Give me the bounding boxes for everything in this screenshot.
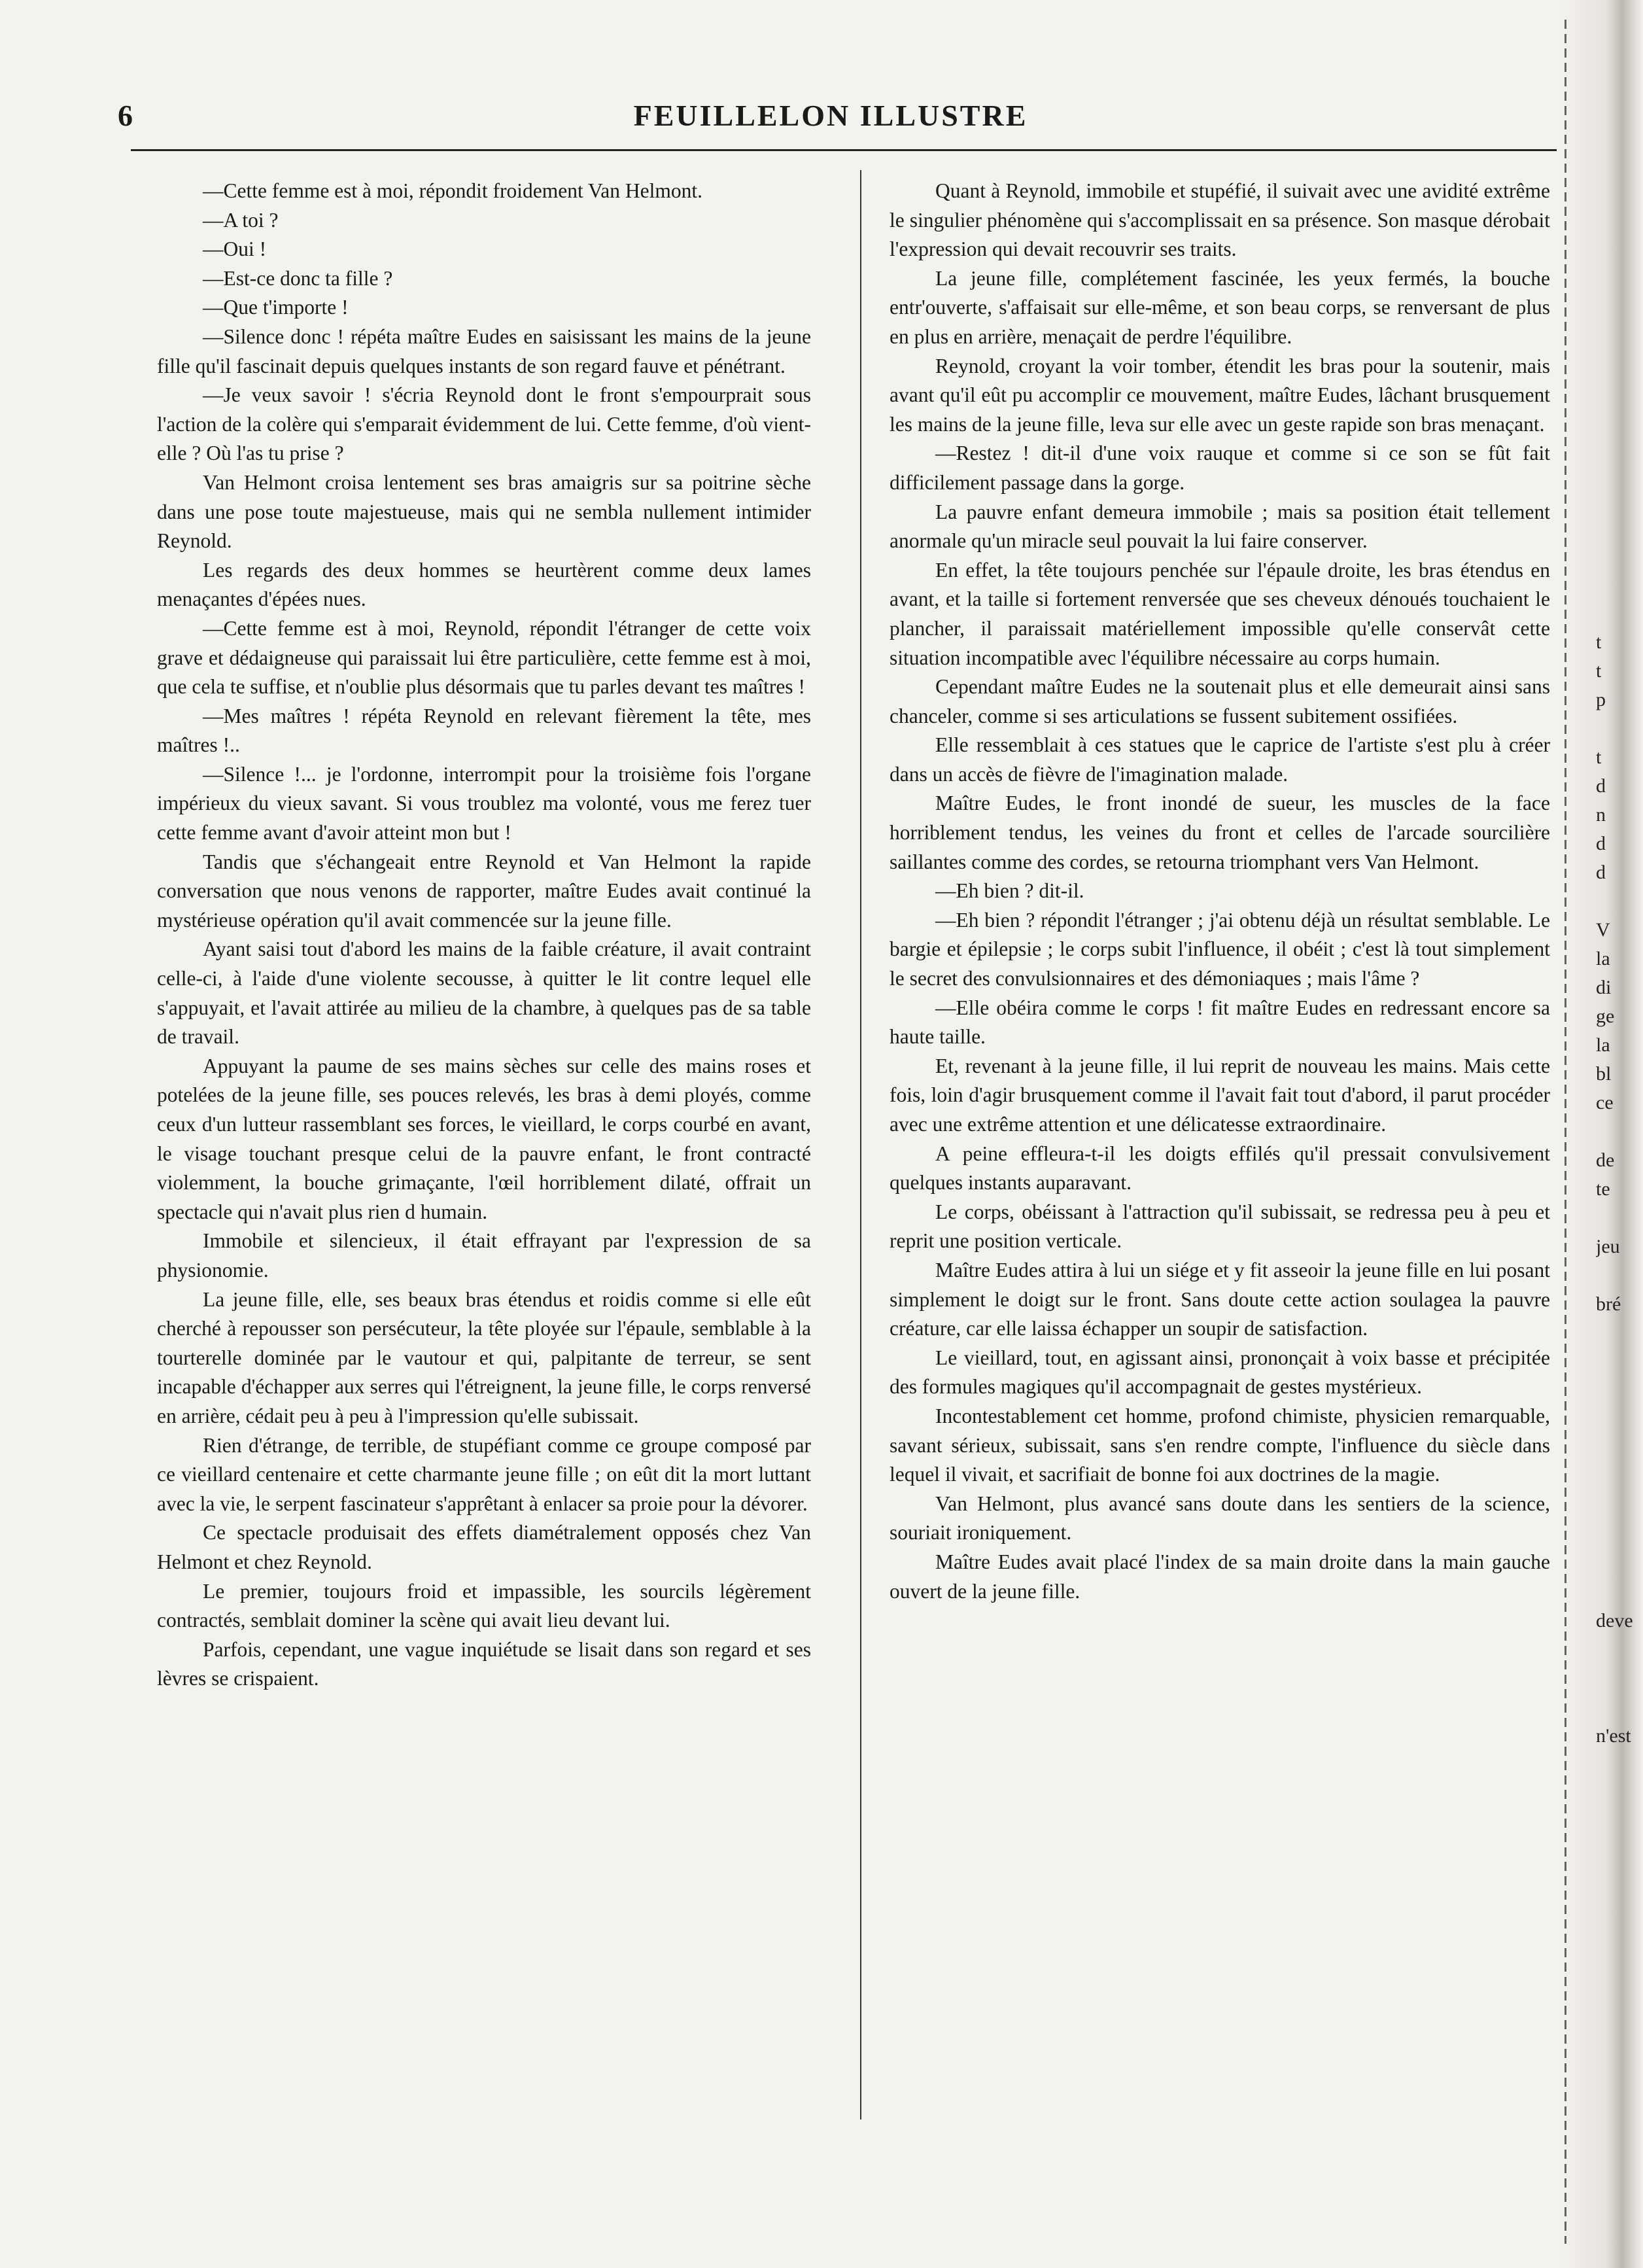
paragraph: —Est-ce donc ta fille ? <box>203 266 393 290</box>
paragraph: Ayant saisi tout d'abord les mains de la faible créature, il avait contraint celle-ci, à l'aide d'une violente secousse, à quitter le lit contre lequel elle s'appuyait, et l'avait attirée au milieu de la chambre, à quelques pas de sa table de travail. <box>157 937 811 1049</box>
paragraph: Immobile et silencieux, il était effrayant par l'expression de sa physionomie. <box>157 1229 811 1282</box>
margin-fragment <box>1596 1578 1643 1607</box>
paragraph: Maître Eudes, le front inondé de sueur, les muscles de la face horriblement tendus, les veines du front et celles de l'arcade sourcilière saillantes comme des cordes, se retourna triomphant vers Van Helmont. <box>890 792 1550 873</box>
paragraph: En effet, la tête toujours penchée sur l'épaule droite, les bras étendus en avant, et la taille si fortement renversée que ses cheveux dénoués touchaient le plancher, il paraissait matériellement impossible qu'elle conservât cette situation incompatible avec l'équilibre nécessaire au corps humain. <box>890 558 1550 669</box>
margin-fragment <box>1596 1520 1643 1549</box>
margin-fragment: la <box>1596 1034 1610 1056</box>
paragraph: Le vieillard, tout, en agissant ainsi, prononçait à voix basse et précipitée des formules magiques qu'il accompagnait de gestes mystérieux. <box>890 1346 1550 1399</box>
margin-fragment: V <box>1596 919 1610 941</box>
paragraph: La pauvre enfant demeura immobile ; mais sa position était tellement anormale qu'un miracle seul pouvait la lui faire conserver. <box>890 500 1550 553</box>
paragraph: La jeune fille, complétement fascinée, les yeux fermés, la bouche entr'ouverte, s'affaisait sur elle-même, et son beau corps, se renversant de plus en plus en arrière, menaçait de perdre l'équilibre. <box>890 266 1550 348</box>
paragraph: —Cette femme est à moi, répondit froidement Van Helmont. <box>203 179 702 202</box>
paragraph: Van Helmont, plus avancé sans doute dans les sentiers de la science, souriait ironiquement. <box>890 1492 1550 1544</box>
paragraph: —Silence !... je l'ordonne, interrompit pour la troisième fois l'organe impérieux du vieux savant. Si vous troublez ma volonté, vous me ferez tuer cette femme avant d'avoir atteint mon but ! <box>157 762 811 845</box>
binding-edge-line <box>1565 20 1566 2244</box>
margin-fragment: d <box>1596 862 1606 883</box>
paragraph: —Eh bien ? répondit l'étranger ; j'ai obtenu déjà un résultat semblable. Le bargie et épilepsie ; le corps subit l'influence, il obéit ; c'est là tout simplement le secret des convulsionnaires et des démoniaques ; mais l'âme ? <box>890 908 1550 990</box>
margin-fragment <box>1596 1549 1643 1578</box>
margin-fragment <box>1596 1664 1643 1693</box>
margin-fragment: bl <box>1596 1063 1612 1085</box>
margin-fragment <box>1596 1376 1643 1405</box>
margin-fragment: la <box>1596 948 1610 969</box>
paragraph: Ce spectacle produisait des effets diamétralement opposés chez Van Helmont et chez Reynold. <box>157 1521 811 1573</box>
margin-fragment: di <box>1596 977 1612 998</box>
paragraph: Appuyant la paume de ses mains sèches sur celle des mains roses et potelées de la jeune fille, ses pouces relevés, les bras à demi ployés, comme ceux d'un lutteur rassemblant ses forces, le vieillard, le corps courbé en avant, le visage touchant presque celui de la pauvre enfant, le front contracté violemment, la bouche grimaçante, l'œil horriblement dilaté, offrait un spectacle qui n'avait plus rien d humain. <box>157 1054 811 1223</box>
margin-fragment <box>1596 1434 1643 1463</box>
left-column <box>157 177 811 1694</box>
paragraph: —Cette femme est à moi, Reynold, répondit l'étranger de cette voix grave et dédaigneuse qui paraissait lui être particulière, cette femme est à moi, que cela te suffise, et n'oublie plus désormais que tu parles devant tes maîtres ! <box>157 616 811 699</box>
margin-fragment: t <box>1596 631 1602 653</box>
margin-fragment: te <box>1596 1178 1610 1200</box>
paragraph: Tandis que s'échangeait entre Reynold et Van Helmont la rapide conversation que nous venons de rapporter, maître Eudes avait continué la mystérieuse opération qu'il avait commencée sur la jeune fille. <box>157 850 811 932</box>
paragraph: Elle ressemblait à ces statues que le caprice de l'artiste s'est plu à créer dans un accès de fièvre de l'imagination malade. <box>890 733 1550 786</box>
margin-fragment <box>1596 887 1643 916</box>
paragraph: Quant à Reynold, immobile et stupéfié, il suivait avec une avidité extrême le singulier phénomène qui s'accomplissait en sa présence. Son masque dérobait l'expression qui devait recouvrir ses traits. <box>890 179 1550 261</box>
right-column <box>890 177 1550 1606</box>
adjacent-page-fragments <box>1596 628 1643 1751</box>
paragraph: —Oui ! <box>203 237 267 261</box>
paragraph: —Elle obéira comme le corps ! fit maître Eudes en redressant encore sa haute taille. <box>890 996 1550 1049</box>
paragraph: Incontestablement cet homme, profond chimiste, physicien remarquable, savant sérieux, subissait, sans s'en rendre compte, l'influence du siècle dans lequel il vivait, et sacrifiait de bonne foi aux doctrines de la magie. <box>890 1404 1550 1486</box>
margin-fragment: ce <box>1596 1092 1614 1113</box>
paragraph: Reynold, croyant la voir tomber, étendit les bras pour la soutenir, mais avant qu'il eût pu accomplir ce mouvement, maître Eudes, lâchant brusquement les mains de la jeune fille, leva sur elle avec un geste rapide son bras menaçant. <box>890 354 1550 436</box>
paragraph: —Je veux savoir ! s'écria Reynold dont le front s'empourprait sous l'action de la colère qui s'emparait évidemment de lui. Cette femme, d'où vient-elle ? Où l'as tu prise ? <box>157 383 811 465</box>
margin-fragment: de <box>1596 1149 1615 1171</box>
paragraph: Maître Eudes attira à lui un siége et y fit asseoir la jeune fille en lui posant simplement le doigt sur le front. Sans doute cette action soulagea la pauvre créature, car elle laissa échapper un soupir de satisfaction. <box>890 1258 1550 1340</box>
margin-fragment: t <box>1596 746 1602 768</box>
paragraph: —Mes maîtres ! répéta Reynold en relevant fièrement la tête, mes maîtres !.. <box>157 704 811 757</box>
margin-fragment <box>1596 1463 1643 1492</box>
paragraph: Le premier, toujours froid et impassible, les sourcils légèrement contractés, semblait dominer la scène qui avait lieu devant lui. <box>157 1579 811 1632</box>
margin-fragment <box>1596 1319 1643 1348</box>
header-rule <box>131 149 1557 151</box>
paragraph: —Eh bien ? dit-il. <box>935 879 1084 903</box>
paragraph: Le corps, obéissant à l'attraction qu'il subissait, se redressa peu à peu et reprit une position verticale. <box>890 1200 1550 1253</box>
margin-fragment <box>1596 1693 1643 1722</box>
paragraph: Parfois, cependant, une vague inquiétude se lisait dans son regard et ses lèvres se crispaient. <box>157 1637 811 1690</box>
margin-fragment <box>1596 1635 1643 1664</box>
margin-fragment <box>1596 1348 1643 1376</box>
margin-fragment: ge <box>1596 1005 1615 1027</box>
margin-fragment: p <box>1596 689 1606 710</box>
margin-fragment: t <box>1596 660 1602 682</box>
margin-fragment: jeu <box>1596 1236 1620 1257</box>
page-header <box>118 98 1544 144</box>
margin-fragment <box>1596 1204 1643 1232</box>
paragraph: La jeune fille, elle, ses beaux bras étendus et roidis comme si elle eût cherché à repousser son persécuteur, la tête ployée sur l'épaule, semblable à la tourterelle dominée par le vautour et qui, palpitante de terreur, se sent incapable d'échapper aux serres qui l'étreignent, la jeune fille, le corps renversé en arrière, cédait peu à peu à l'impression qu'elle subissait. <box>157 1287 811 1427</box>
margin-fragment <box>1596 1405 1643 1434</box>
page-number: 6 <box>118 99 133 132</box>
margin-fragment: d <box>1596 833 1606 854</box>
paragraph: Cependant maître Eudes ne la soutenait plus et elle demeurait ainsi sans chanceler, comme si ses articulations se fussent subitement ossifiées. <box>890 675 1550 727</box>
margin-fragment: n <box>1596 804 1606 826</box>
margin-fragment: d <box>1596 775 1606 797</box>
paragraph: —Restez ! dit-il d'une voix rauque et comme si ce son se fût fait difficilement passage dans la gorge. <box>890 442 1550 494</box>
paragraph: Et, revenant à la jeune fille, il lui reprit de nouveau les mains. Mais cette fois, loin d'agir brusquement comme il l'avait fait tout d'abord, il parut procéder avec une extrême attention et une délicatesse extraordinaire. <box>890 1054 1550 1136</box>
paragraph: —Que t'importe ! <box>203 296 349 319</box>
running-title: FEUILLELON ILLUSTRE <box>633 99 1028 132</box>
margin-fragment: n'est <box>1596 1725 1631 1747</box>
paragraph: —A toi ? <box>203 208 279 232</box>
margin-fragment: bré <box>1596 1293 1621 1315</box>
margin-fragment: deve <box>1596 1610 1633 1631</box>
margin-fragment <box>1596 1117 1643 1146</box>
paragraph: Maître Eudes avait placé l'index de sa main droite dans la main gauche ouvert de la jeune fille. <box>890 1550 1550 1603</box>
margin-fragment <box>1596 714 1643 743</box>
paragraph: —Silence donc ! répéta maître Eudes en saisissant les mains de la jeune fille qu'il fascinait depuis quelques instants de son regard fauve et pénétrant. <box>157 324 811 377</box>
column-divider <box>860 170 861 2120</box>
margin-fragment <box>1596 1261 1643 1290</box>
paragraph: Van Helmont croisa lentement ses bras amaigris sur sa poitrine sèche dans une pose toute majestueuse, mais qui ne sembla nullement intimider Reynold. <box>157 470 811 553</box>
paragraph: Rien d'étrange, de terrible, de stupéfiant comme ce groupe composé par ce vieillard centenaire et cette charmante jeune fille ; on eût dit la mort luttant avec la vie, le serpent fascinateur s'apprêtant à enlacer sa proie pour la dévorer. <box>157 1433 811 1515</box>
margin-fragment <box>1596 1492 1643 1520</box>
paragraph: A peine effleura-t-il les doigts effilés qu'il pressait convulsivement quelques instants auparavant. <box>890 1142 1550 1195</box>
paragraph: Les regards des deux hommes se heurtèrent comme deux lames menaçantes d'épées nues. <box>157 558 811 611</box>
